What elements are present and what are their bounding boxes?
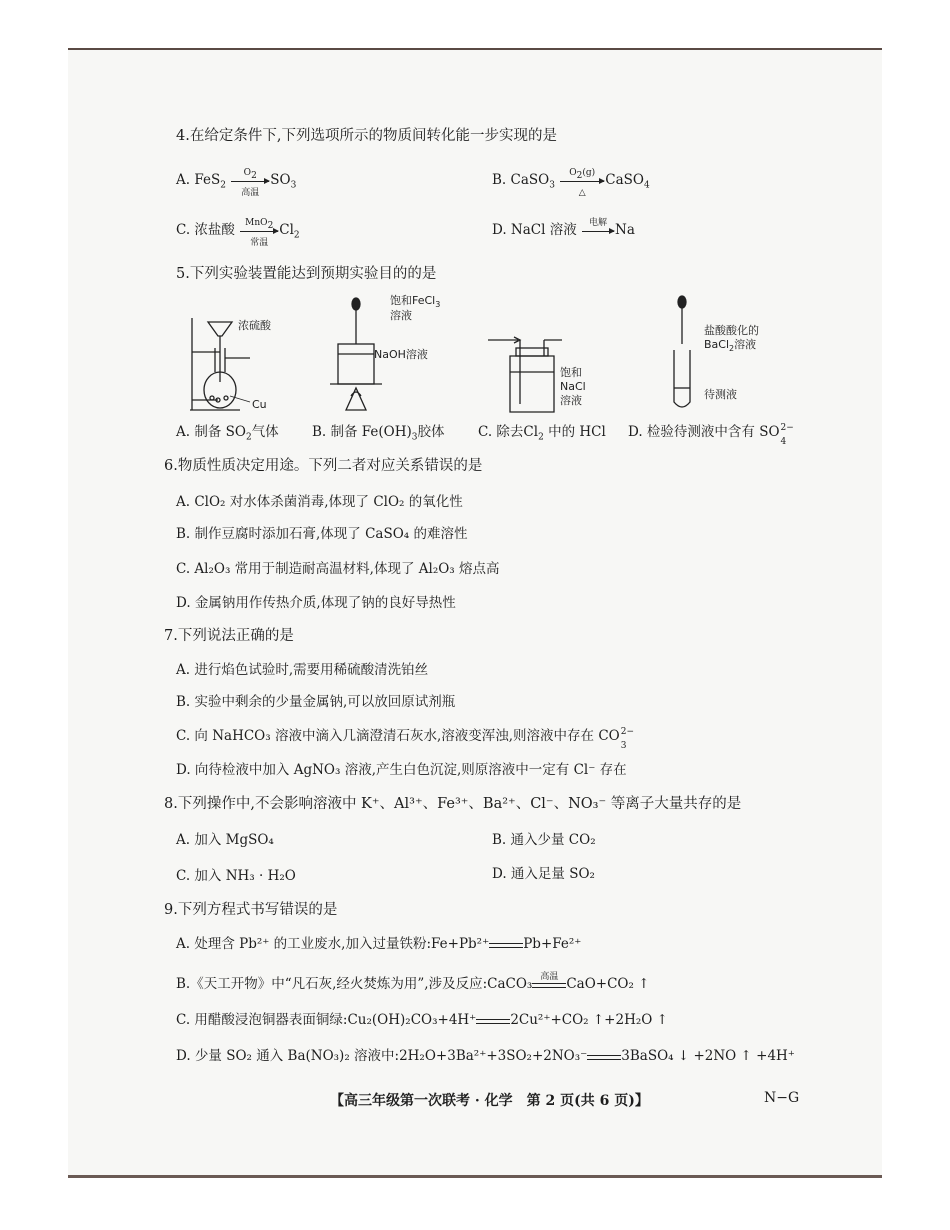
paper-code: N−G xyxy=(764,1090,800,1106)
q8-stem: 8.下列操作中,不会影响溶液中 K⁺、Al³⁺、Fe³⁺、Ba²⁺、Cl⁻、NO₃⁻ 等离子大量共存的是 xyxy=(164,796,742,812)
q9-option-c: C. 用醋酸浸泡铜器表面铜绿:Cu₂(OH)₂CO₃+4H⁺ 2Cu²⁺+CO₂ ↑+2H₂O ↑ xyxy=(176,1012,668,1028)
apparatus-a-acid-label: 浓硫酸 xyxy=(238,319,271,332)
q4-stem: 4.在给定条件下,下列选项所示的物质间转化能一步实现的是 xyxy=(176,128,557,144)
q8-option-a: A. 加入 MgSO₄ xyxy=(176,832,274,848)
q7-option-d: D. 向待检液中加入 AgNO₃ 溶液,产生白色沉淀,则原溶液中一定有 Cl⁻ 存在 xyxy=(176,762,627,778)
q5-option-b: B. 制备 $Fe(OH)_3$胶体 xyxy=(312,424,445,443)
q6-option-a: A. ClO₂ 对水体杀菌消毒,体现了 ClO₂ 的氧化性 xyxy=(176,494,463,510)
q7-option-a: A. 进行焰色试验时,需要用稀硫酸清洗铂丝 xyxy=(176,662,429,678)
q4-option-a: A. FeS$_2$ $O_2$ 高温 $SO_3$ xyxy=(176,167,297,198)
q6-option-b: B. 制作豆腐时添加石膏,体现了 CaSO₄ 的难溶性 xyxy=(176,526,468,542)
apparatus-c-label-1: 饱和 xyxy=(560,366,582,379)
apparatus-d-label-3: 待测液 xyxy=(704,388,737,401)
paper-bottom-edge xyxy=(68,1175,882,1178)
q9-option-b: B.《天工开物》中“凡石灰,经火焚炼为用”,涉及反应:CaCO₃ 高温 CaO+CO₂ ↑ xyxy=(176,971,650,992)
q8-option-d: D. 通入足量 SO₂ xyxy=(492,866,595,882)
q5-option-d: D. 检验待测液中含有 SO 2− xyxy=(628,423,794,440)
q5-option-c: C. 除去$Cl_2$ 中的 HCl xyxy=(478,424,606,443)
apparatus-d-label-2: BaCl$_2$溶液 xyxy=(704,338,757,353)
apparatus-c-label-2: NaCl xyxy=(560,380,586,393)
q7-option-b: B. 实验中剩余的少量金属钠,可以放回原试剂瓶 xyxy=(176,694,456,710)
q9-stem: 9.下列方程式书写错误的是 xyxy=(164,902,338,918)
q4-option-c: C. 浓盐酸 MnO$_2$ 常温 $Cl_2$ xyxy=(176,217,300,248)
q6-option-c: C. Al₂O₃ 常用于制造耐高温材料,体现了 Al₂O₃ 熔点高 xyxy=(176,561,500,577)
q8-option-c: C. 加入 NH₃ · H₂O xyxy=(176,868,296,884)
q7-stem: 7.下列说法正确的是 xyxy=(164,628,294,644)
q5-option-a: A. 制备 $SO_2$气体 xyxy=(176,424,279,443)
apparatus-d xyxy=(674,296,690,407)
q4-option-d: D. NaCl 溶液 电解 Na xyxy=(492,217,635,238)
q9-option-d: D. 少量 SO₂ 通入 Ba(NO₃)₂ 溶液中:2H₂O+3Ba²⁺+3SO₂+2NO₃⁻ 3BaSO₄ ↓ +2NO ↑ +4H⁺ xyxy=(176,1048,795,1064)
apparatus-b-solution-label: 溶液 xyxy=(390,309,412,322)
apparatus-c xyxy=(488,337,562,412)
apparatus-d-label-1: 盐酸酸化的 xyxy=(704,324,759,337)
exam-page xyxy=(68,50,882,1178)
q6-stem: 6.物质性质决定用途。下列二者对应关系错误的是 xyxy=(164,458,483,474)
apparatus-a-cu-label: Cu xyxy=(252,398,267,411)
q8-option-b: B. 通入少量 CO₂ xyxy=(492,832,596,848)
q6-option-d: D. 金属钠用作传热介质,体现了钠的良好导热性 xyxy=(176,595,456,611)
q5-apparatus-figures xyxy=(170,292,810,422)
apparatus-c-label-3: 溶液 xyxy=(560,394,582,407)
q5-stem: 5.下列实验装置能达到预期实验目的的是 xyxy=(176,266,437,282)
q7-option-c: C. 向 NaHCO₃ 溶液中滴入几滴澄清石灰水,溶液变浑浊,则溶液中存在 CO 2− xyxy=(176,727,635,744)
apparatus-b-fecl3-label: 饱和FeCl$_3$ xyxy=(390,294,441,309)
apparatus-b-naoh-label: NaOH溶液 xyxy=(374,348,428,361)
page-footer: 【高三年级第一次联考 · 化学 第 2 页(共 6 页)】 xyxy=(330,1093,649,1109)
q9-option-a: A. 处理含 Pb²⁺ 的工业废水,加入过量铁粉:Fe+Pb²⁺ Pb+Fe²⁺ xyxy=(176,936,582,952)
q4-option-b: B. CaSO$_3$ $O_2(g)$ △ CaSO$_4$ xyxy=(492,167,650,198)
